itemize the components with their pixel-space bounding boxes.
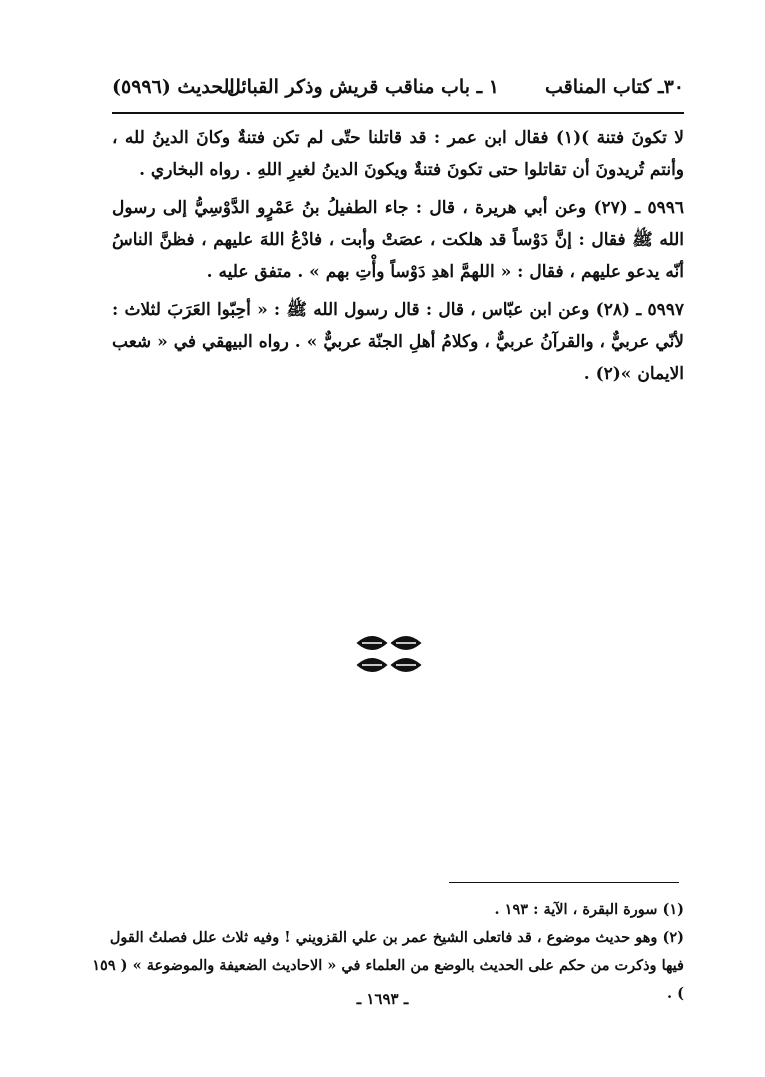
page-number: ـ ١٦٩٣ ـ	[356, 990, 409, 1008]
footnote-1: (١) سورة البقرة ، الآية : ١٩٣ .	[494, 901, 684, 918]
decorative-ornament-icon	[354, 633, 424, 677]
footnote-2: (٢) وهو حديث موضوع ، قد فاتعلى الشيخ عمر بن علي القزويني ! وفيه ثلاث علل فصلتُ القول فيها وذكرت من حكم على الحديث بالوضع من العلماء في « الاحاديث الضعيفة والموضوعة » ( ١٥٩ ) .	[92, 929, 684, 1002]
hadith-5996: ٥٩٩٦ ـ (٢٧) وعن أبي هريرة ، قال : جاء الطفيلُ بنُ عَمْرٍو الدَّوْسِيُّ إلى رسول الله ﷺ فقال : إنَّ دَوْساً قد هلكت ، عصَتْ وأبت ، فادْعُ اللهَ عليهم ، فظنَّ الناسُ أنّه يدعو عليهم ، فقال : « اللهمَّ اهدِ دَوْساً وأْتِ بهم » . متفق عليه .	[112, 198, 684, 282]
running-header	[112, 76, 684, 106]
footnote-rule	[449, 882, 679, 883]
paragraph-continuation: لا تكونَ فتنة )(١) فقال ابن عمر : قد قاتلنا حتّى لم تكن فتنةٌ وكانَ الدينُ لله ، وأنتم تُريدونَ أن تقاتلوا حتى تكونَ فتنةٌ ويكونَ الدينُ لغيرِ اللهِ . رواه البخاري .	[112, 128, 684, 180]
hadith-reference: الحديث (٥٩٩٦)	[112, 76, 235, 98]
header-rule	[112, 112, 684, 114]
chapter-title: ٣٠ـ كتاب المناقب	[545, 76, 684, 98]
hadith-5997: ٥٩٩٧ ـ (٢٨) وعن ابن عبّاس ، قال : قال رسول الله ﷺ : « أحِبّوا العَرَبَ لثلاث : لأنّي عربيٌّ ، والقرآنُ عربيٌّ ، وكلامُ أهلِ الجنّة عربيٌّ » . رواه البيهقي في « شعب الايمان »(٢) .	[112, 300, 684, 384]
main-text	[112, 122, 684, 390]
section-title: ١ ـ باب مناقب قريش وذكر القبائل	[227, 76, 499, 98]
